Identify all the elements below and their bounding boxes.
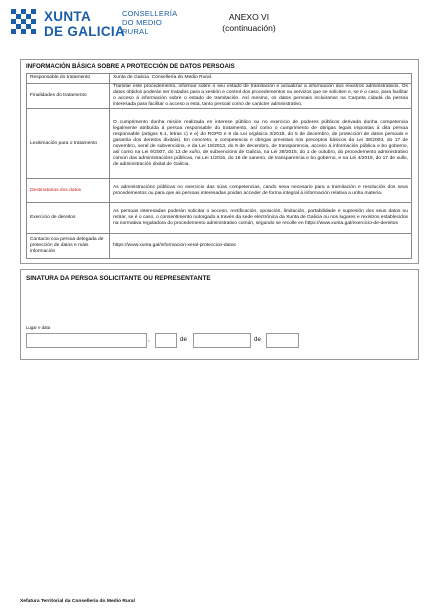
row-value: Tramitar este procedemento, informar sobre o seu estado de tramitación e actualizar a información dos rexistros administrativos. Os datos obtidos poderán ser tratados para a xestión e control dos procedementos ou servizos que se soliciten e, se é o caso, para facilitar o acceso á información sobre o estado de tramitación. Así mesmo, os datos persoais incluiranse na Carpeta cidadá da persoa interesada para facilitar o acceso a esta, tanto persoal como de carácter administrativo. xyxy=(110,84,412,109)
table-row xyxy=(27,84,412,109)
data-protection-section xyxy=(20,59,419,264)
row-value: Xunta de Galicia. Consellería do Medio Rural. xyxy=(110,74,412,84)
footer-office: Xefatura Territorial da Consellería do Medio Rural xyxy=(20,599,135,604)
row-value: As administracións públicas no exercicio das súas competencias, cando sexa necesario para a tramitación e resolución dos seus procedementos ou para que as persoas interesadas poidan acceder de forma integral á información relativa a unha materia. xyxy=(110,179,412,203)
row-value: As persoas interesadas poderán solicitar o acceso, rectificación, oposición, limitación, portabilidade e supresión dos seus datos ou retirar, se é o caso, o consentimento outorgado a través da sede electrónica da Xunta de Galicia ou nos lugares e rexistros establecidos na normativa reguladora do procedemento administrativo común, segundo se recolle en https://www.xunta.gal/exercicio-de-dereitos xyxy=(110,203,412,234)
brand-name-line2: DE GALICIA xyxy=(44,24,126,39)
department-line3: RURAL xyxy=(122,27,149,37)
place-date-label: Lugar e data xyxy=(26,325,51,330)
data-protection-title: INFORMACIÓN BÁSICA SOBRE A PROTECCIÓN DE DATOS PERSOAIS xyxy=(26,63,235,70)
annex-heading xyxy=(199,12,299,34)
row-value: https://www.xunta.gal/informacion-xeral-proteccion-datos xyxy=(110,234,412,259)
comma-separator: , xyxy=(148,336,150,343)
department-name xyxy=(122,9,177,37)
table-row xyxy=(27,109,412,179)
table-row xyxy=(27,179,412,203)
xunta-cross-logo xyxy=(7,7,41,39)
department-line1: CONSELLERÍA xyxy=(122,9,178,18)
signature-title: SINATURA DA PERSOA SOLICITANTE OU REPRESENTANTE xyxy=(26,275,211,282)
de-separator: de xyxy=(254,336,261,343)
table-row xyxy=(27,74,412,84)
month-field[interactable] xyxy=(193,333,251,348)
row-key: Finalidades do tratamento xyxy=(27,84,110,109)
department-line2: DO MEDIO xyxy=(122,18,162,28)
table-row xyxy=(27,203,412,234)
signature-section xyxy=(20,269,419,360)
day-field[interactable] xyxy=(155,333,177,348)
table-row xyxy=(27,234,412,259)
annex-title: ANEXO VI xyxy=(228,12,270,22)
row-key-highlighted: Destinatarias dos datos xyxy=(27,179,110,203)
row-value: O cumprimento dunha misión realizada en interese público ou no exercicio de poderes públicos derivada dunha competencia legalmente atribuída á persoa responsable do tratamento, así como o cumprimento de obrigas legais impostas á dita persoa responsable (artigos 6.1, letras c) e e) do RGPD e 8 da Lei orgánica 3/2018, do 5 de decembro, de protección de datos persoais e garantía dos dereitos dixitais). En concreto, a competencia e obrigas previstas nos preceptos básicos da Lei 38/2003, do 17 de novembro, xeral de subvencións, e da Lei 19/2013, do 9 de decembro, de transparencia, acceso á información pública e bo goberno, así como na Lei 9/2007, do 13 de xuño, de subvencións de Galicia, na Lei 39/2015, do 1 de outubro, do procedemento administrativo común das administracións públicas, na Lei 1/2016, do 18 de xaneiro, de transparencia e bo goberno, e na Lei 4/2019, do 17 de xullo, de administración dixital de Galicia. xyxy=(110,109,412,179)
row-key: Exercicio de dereitos xyxy=(27,203,110,234)
row-key: Responsable do tratamento xyxy=(27,74,110,84)
row-key: Contacto coa persoa delegada de protección de datos e máis información xyxy=(27,234,110,259)
annex-subtitle: (continuación) xyxy=(222,23,276,33)
brand-name-line1: XUNTA xyxy=(44,9,91,24)
year-field[interactable] xyxy=(266,333,299,348)
de-separator: de xyxy=(180,336,187,343)
place-field[interactable] xyxy=(26,333,147,348)
row-key: Lexitimación para o tratamento xyxy=(27,109,110,179)
data-protection-table xyxy=(26,73,412,259)
